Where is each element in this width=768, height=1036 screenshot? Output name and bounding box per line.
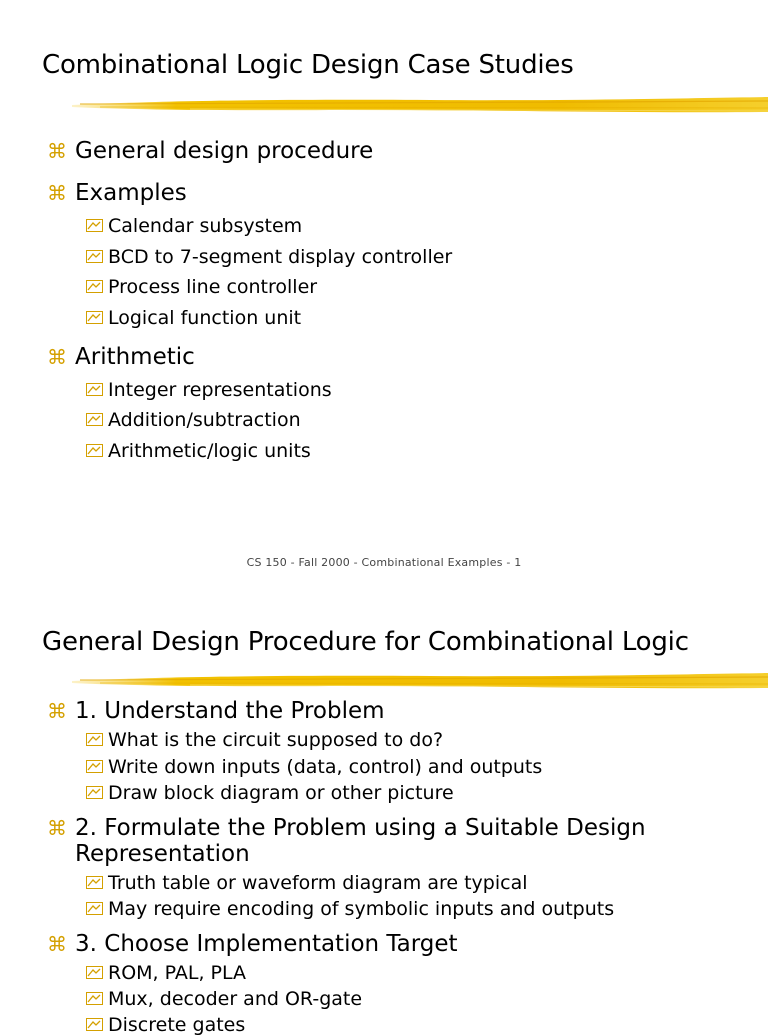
folded-box-icon — [86, 1018, 103, 1031]
sub-bullet-item: Write down inputs (data, control) and outputs — [86, 756, 542, 778]
bullet-item: ⌘ General design procedure — [47, 138, 374, 164]
bullet-item: ⌘ 3. Choose Implementation Target — [47, 931, 458, 957]
sub-bullet-item: Discrete gates — [86, 1014, 245, 1036]
folded-box-icon — [86, 280, 103, 293]
slide-2 — [0, 590, 768, 1036]
brush-underline — [70, 668, 768, 694]
bullet-item: ⌘ 1. Understand the Problem — [47, 698, 385, 724]
folded-box-icon — [86, 992, 103, 1005]
folded-box-icon — [86, 444, 103, 457]
sub-bullet-item: May require encoding of symbolic inputs and outputs — [86, 898, 614, 920]
sub-bullet-item: Logical function unit — [86, 307, 301, 329]
bullet-item: ⌘ 2. Formulate the Problem using a Suitable Design Representation — [47, 815, 646, 867]
command-key-icon: ⌘ — [47, 932, 67, 956]
sub-bullet-item: Arithmetic/logic units — [86, 440, 311, 462]
slide-footer: CS 150 - Fall 2000 - Combinational Examples - 1 — [246, 556, 522, 569]
command-key-icon: ⌘ — [47, 181, 67, 205]
folded-box-icon — [86, 966, 103, 979]
folded-box-icon — [86, 786, 103, 799]
folded-box-icon — [86, 413, 103, 426]
sub-bullet-item: ROM, PAL, PLA — [86, 962, 246, 984]
slide-1-title: Combinational Logic Design Case Studies — [42, 50, 574, 80]
sub-bullet-item: Mux, decoder and OR-gate — [86, 988, 362, 1010]
sub-bullet-item: Process line controller — [86, 276, 317, 298]
sub-bullet-item: Draw block diagram or other picture — [86, 782, 454, 804]
sub-bullet-item: Addition/subtraction — [86, 409, 301, 431]
sub-bullet-item: Calendar subsystem — [86, 215, 302, 237]
sub-bullet-item: Integer representations — [86, 379, 332, 401]
bullet-item: ⌘ Arithmetic — [47, 344, 195, 370]
command-key-icon: ⌘ — [47, 699, 67, 723]
folded-box-icon — [86, 902, 103, 915]
command-key-icon: ⌘ — [47, 816, 67, 840]
command-key-icon: ⌘ — [47, 345, 67, 369]
folded-box-icon — [86, 219, 103, 232]
bullet-item: ⌘ Examples — [47, 180, 187, 206]
folded-box-icon — [86, 760, 103, 773]
folded-box-icon — [86, 383, 103, 396]
folded-box-icon — [86, 876, 103, 889]
slide-2-title: General Design Procedure for Combinational Logic — [42, 627, 689, 657]
brush-underline — [70, 92, 768, 118]
sub-bullet-item: BCD to 7-segment display controller — [86, 246, 452, 268]
command-key-icon: ⌘ — [47, 139, 67, 163]
folded-box-icon — [86, 733, 103, 746]
folded-box-icon — [86, 250, 103, 263]
sub-bullet-item: What is the circuit supposed to do? — [86, 729, 443, 751]
sub-bullet-item: Truth table or waveform diagram are typical — [86, 872, 528, 894]
folded-box-icon — [86, 311, 103, 324]
